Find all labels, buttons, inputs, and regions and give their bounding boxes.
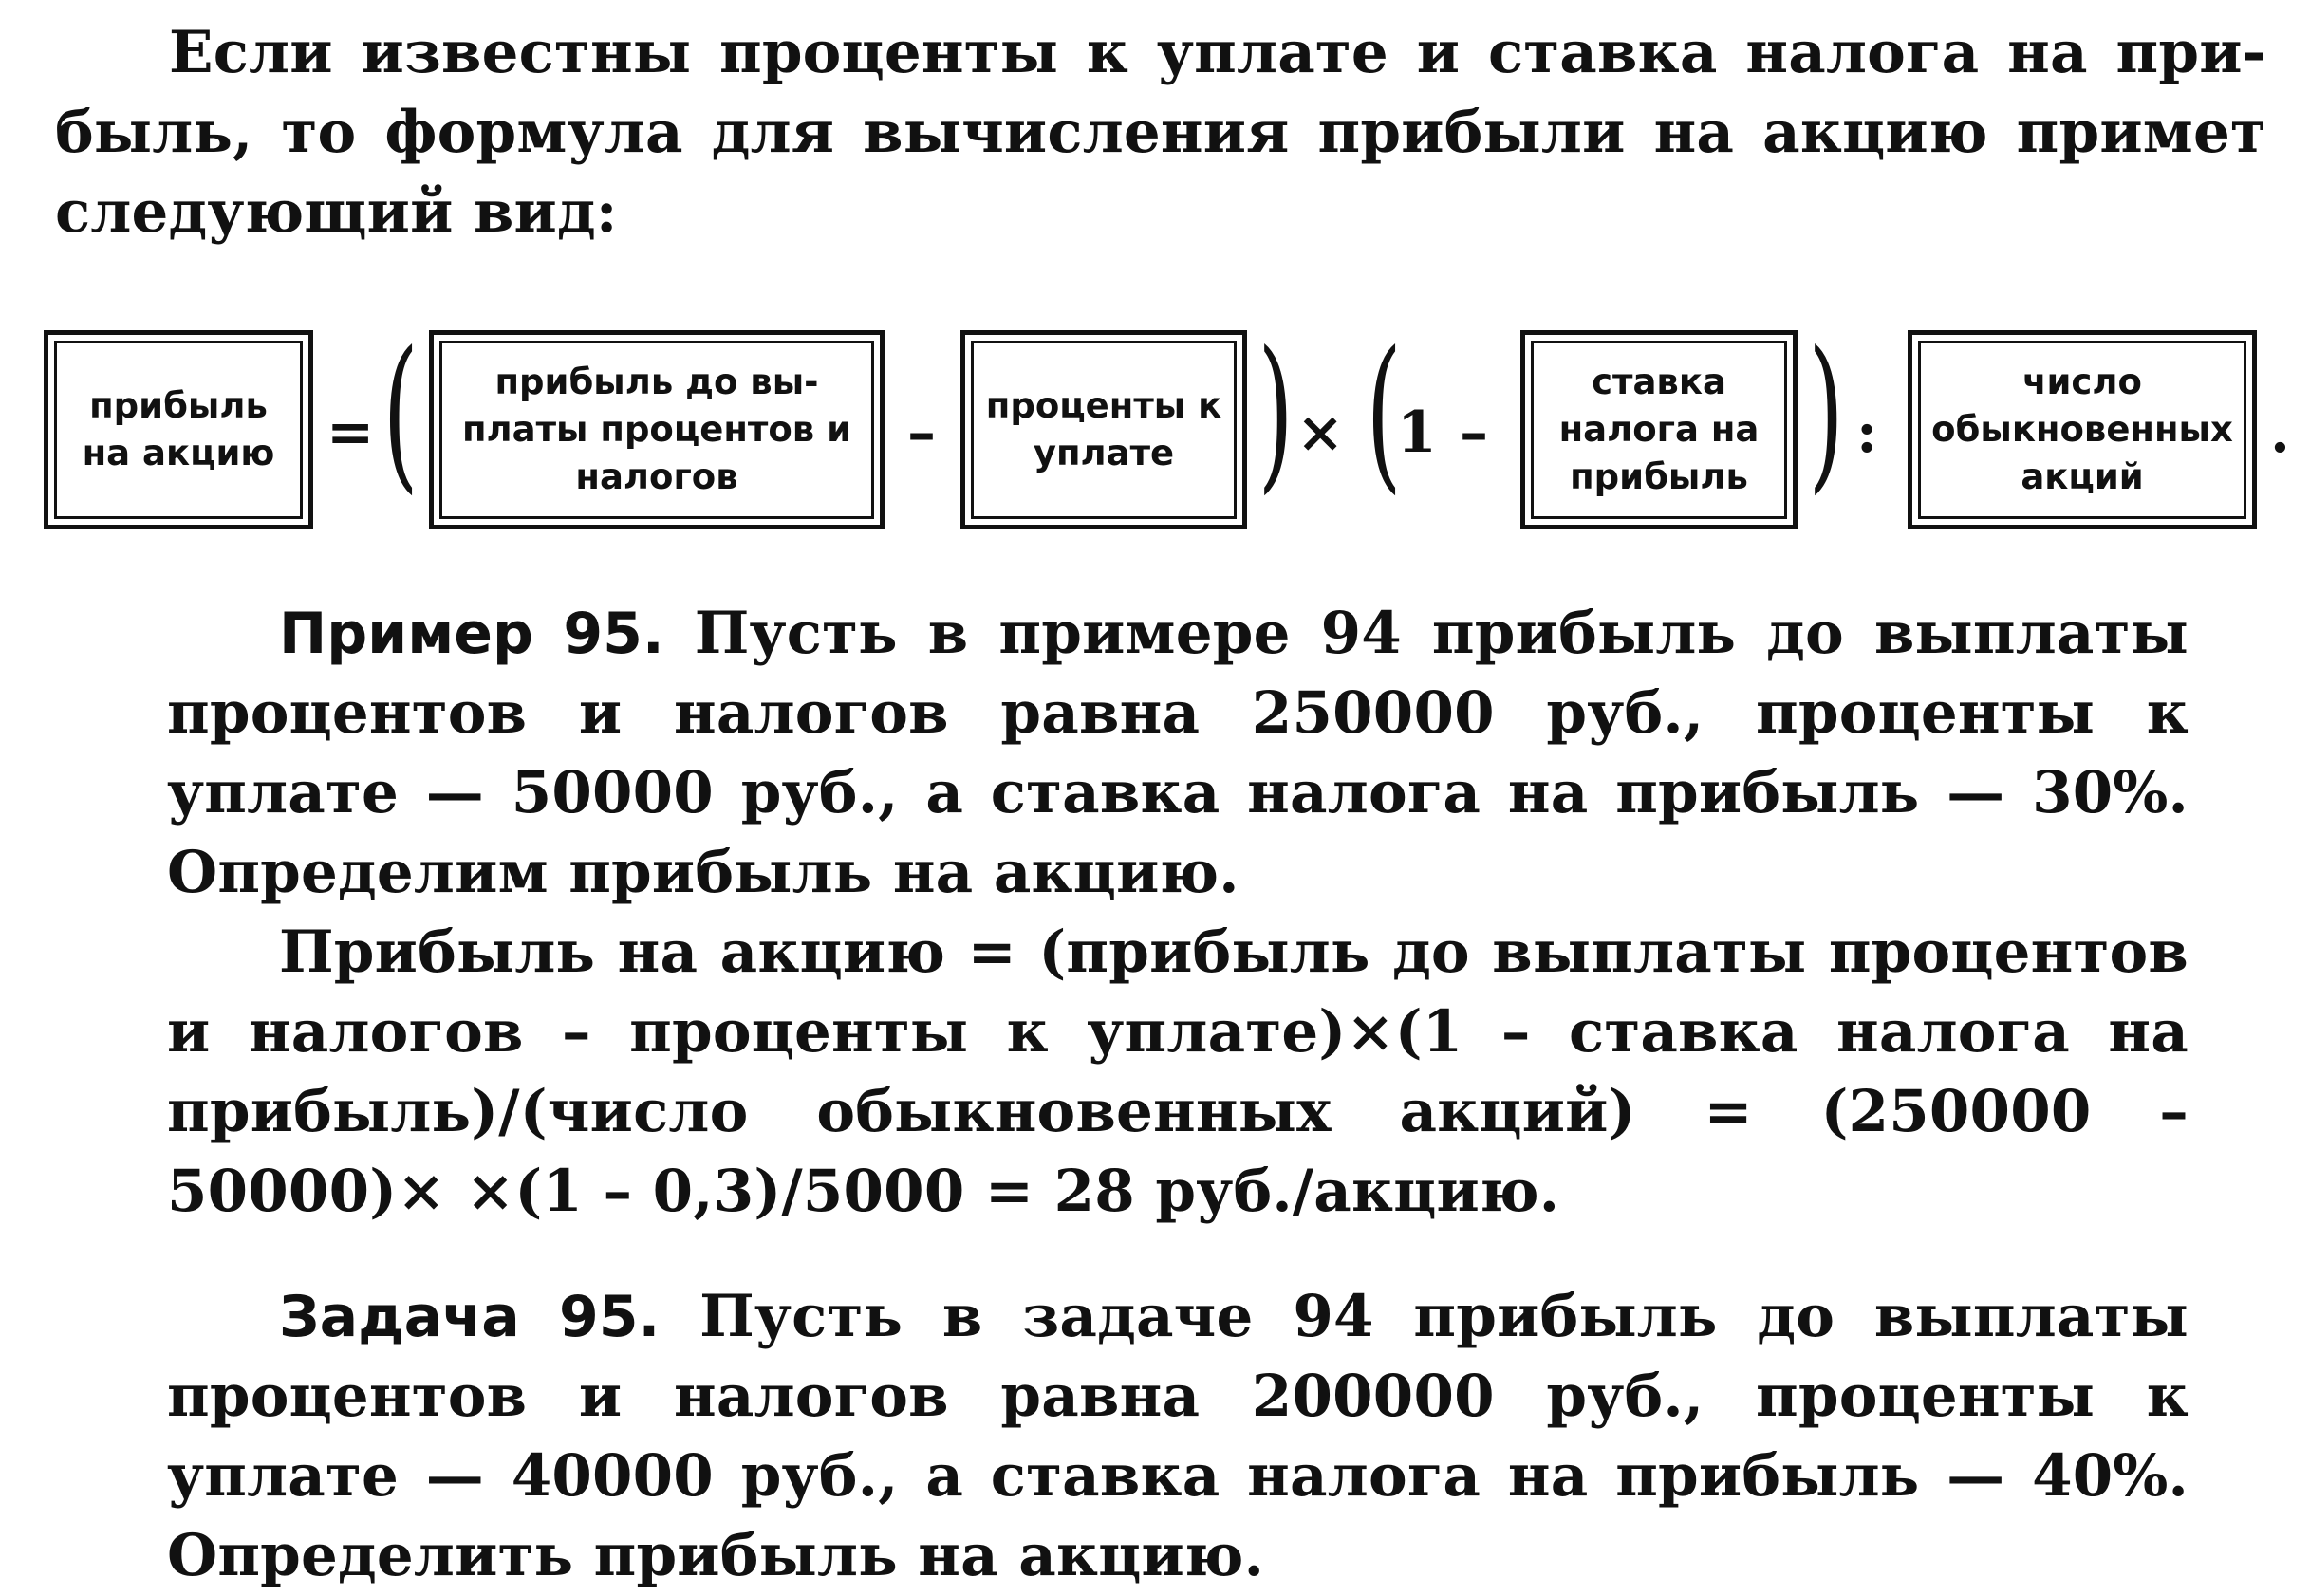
example-solution: Прибыль на акцию = (прибыль до выплаты процентов и налогов – проценты к уплате)×(1 – ставка налога на прибыль)/(число обыкновенных акций) = (250000 – 50000)× ×(1 – 0,3)/5000 = 28 руб./акцию. <box>167 919 2189 1225</box>
formula-equals: = <box>326 399 375 466</box>
formula-minus-1: – <box>907 399 936 466</box>
example-paragraph <box>167 594 2189 913</box>
formula-one: 1 <box>1397 399 1437 466</box>
formula-open-paren: ( <box>382 317 419 510</box>
formula-divide: : <box>1856 399 1878 466</box>
formula-box-eps <box>44 330 313 529</box>
formula-box-ebit <box>429 330 885 529</box>
task-paragraph <box>167 1277 2189 1596</box>
formula-close-paren-2: ) <box>1808 317 1844 510</box>
formula-period: . <box>2270 399 2290 466</box>
formula-box-shares-label: число обыкновенных акций <box>1931 362 2233 497</box>
example-heading: Пример 95. <box>279 601 664 667</box>
formula-close-paren: ) <box>1257 317 1294 510</box>
formula-box-tax-label: ставка налога на прибыль <box>1558 362 1760 497</box>
formula-box-interest-label: проценты к уплате <box>985 385 1222 473</box>
formula-box-interest <box>960 330 1247 529</box>
formula-minus-2: – <box>1460 399 1488 466</box>
intro-paragraph: Если известны проценты к уплате и ставка налога на прибыль, то формула для вычисления прибыли на акцию примет следующий вид: <box>55 19 2266 246</box>
eps-formula <box>0 317 2310 550</box>
formula-times: × <box>1296 399 1345 466</box>
example-text: Пусть в примере 94 прибыль до выплаты процентов и налогов равна 250000 руб., проценты к уплате — 50000 руб., а ставка налога на прибыль — 30%. Определим прибыль на акцию. <box>167 600 2189 906</box>
task-heading: Задача 95. <box>279 1284 661 1350</box>
formula-box-eps-label: прибыль на акцию <box>82 385 275 473</box>
formula-box-tax <box>1520 330 1798 529</box>
formula-box-ebit-label: прибыль до выплаты процентов и налогов <box>461 362 852 497</box>
formula-open-paren-2: ( <box>1366 317 1402 510</box>
task-text: Пусть в задаче 94 прибыль до выплаты процентов и налогов равна 200000 руб., проценты к уплате — 40000 руб., а ставка налога на прибыль — 40%. Определить прибыль на акцию. <box>167 1283 2189 1589</box>
formula-box-shares <box>1908 330 2257 529</box>
